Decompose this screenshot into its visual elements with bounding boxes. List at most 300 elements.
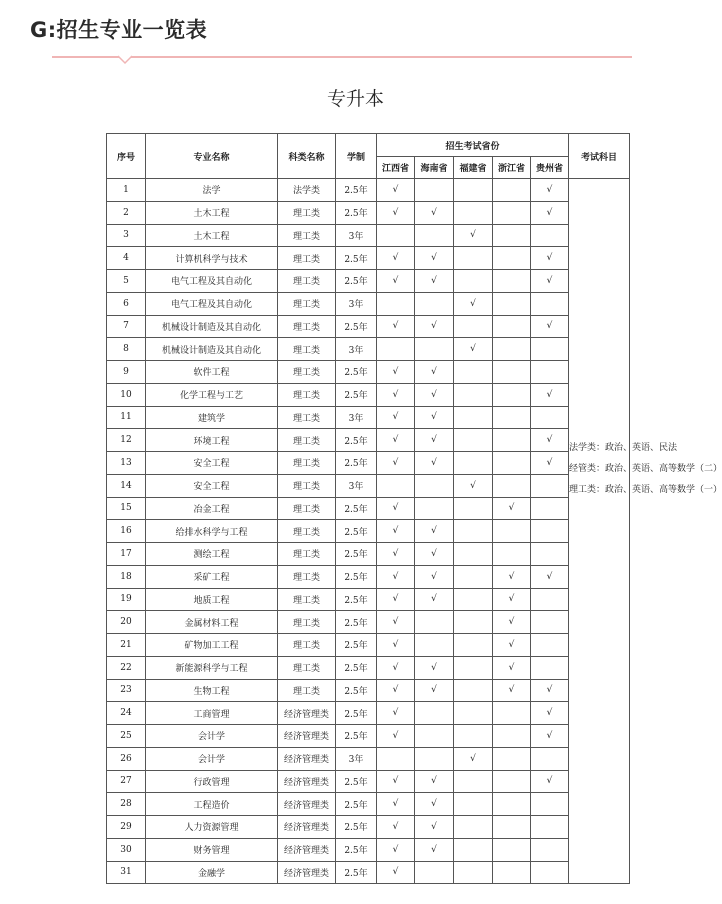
header-category: 科类名称 [278, 134, 336, 179]
cell-category: 理工类 [278, 270, 336, 293]
cell-province [531, 725, 569, 748]
cell-province [377, 747, 415, 770]
cell-duration: 2.5年 [336, 770, 377, 793]
cell-major: 法学 [146, 179, 278, 202]
cell-duration: 2.5年 [336, 429, 377, 452]
cell-province [454, 793, 493, 816]
cell-province [531, 429, 569, 452]
table-row [107, 565, 630, 588]
cell-province [415, 838, 454, 861]
cell-province [454, 179, 493, 202]
cell-major: 测绘工程 [146, 543, 278, 566]
check-mark-icon: √ [470, 298, 476, 309]
cell-index: 26 [107, 747, 146, 770]
table-row [107, 725, 630, 748]
cell-category: 理工类 [278, 679, 336, 702]
table-body [107, 179, 722, 884]
cell-duration: 2.5年 [336, 861, 377, 884]
cell-province [454, 611, 493, 634]
table-row [107, 361, 630, 384]
cell-province [454, 452, 493, 475]
cell-category: 理工类 [278, 656, 336, 679]
table-row [107, 383, 630, 406]
check-mark-icon: √ [431, 821, 437, 832]
cell-province [377, 838, 415, 861]
cell-index: 20 [107, 611, 146, 634]
cell-major: 环境工程 [146, 429, 278, 452]
cell-duration: 2.5年 [336, 634, 377, 657]
check-mark-icon: √ [546, 184, 553, 195]
cell-category: 理工类 [278, 247, 336, 270]
cell-province [454, 292, 493, 315]
check-mark-icon: √ [431, 776, 437, 787]
cell-duration: 2.5年 [336, 497, 377, 520]
cell-province [415, 725, 454, 748]
cell-major: 化学工程与工艺 [146, 383, 278, 406]
table-row [107, 247, 630, 270]
cell-province [531, 338, 569, 361]
cell-duration: 3年 [336, 224, 377, 247]
majors-table [106, 133, 722, 884]
cell-duration: 2.5年 [336, 179, 377, 202]
cell-category: 经济管理类 [278, 770, 336, 793]
cell-province [531, 270, 569, 293]
cell-province [493, 793, 531, 816]
cell-index: 9 [107, 361, 146, 384]
check-mark-icon: √ [392, 253, 399, 264]
cell-province [454, 861, 493, 884]
cell-province [493, 292, 531, 315]
cell-category: 理工类 [278, 520, 336, 543]
cell-major: 会计学 [146, 725, 278, 748]
cell-province [377, 793, 415, 816]
check-mark-icon: √ [392, 321, 399, 332]
cell-index: 4 [107, 247, 146, 270]
check-mark-icon: √ [392, 275, 399, 286]
cell-duration: 2.5年 [336, 565, 377, 588]
check-mark-icon: √ [392, 571, 399, 582]
cell-major: 机械设计制造及其自动化 [146, 338, 278, 361]
check-mark-icon: √ [392, 184, 399, 195]
cell-index: 19 [107, 588, 146, 611]
page-title: G:招生专业一览表 [30, 18, 208, 42]
cell-duration: 3年 [336, 474, 377, 497]
cell-province [377, 588, 415, 611]
cell-province [377, 361, 415, 384]
check-mark-icon: √ [546, 253, 553, 264]
cell-major: 工程造价 [146, 793, 278, 816]
cell-province [493, 383, 531, 406]
check-mark-icon: √ [392, 730, 399, 741]
check-mark-icon: √ [470, 480, 476, 491]
cell-category: 理工类 [278, 292, 336, 315]
cell-index: 3 [107, 224, 146, 247]
check-mark-icon: √ [392, 776, 399, 787]
cell-province [531, 497, 569, 520]
cell-duration: 2.5年 [336, 793, 377, 816]
cell-province [531, 179, 569, 202]
cell-province [531, 793, 569, 816]
cell-major: 地质工程 [146, 588, 278, 611]
cell-province [377, 292, 415, 315]
cell-province [454, 816, 493, 839]
cell-province [493, 543, 531, 566]
cell-province [454, 406, 493, 429]
check-mark-icon: √ [470, 753, 476, 764]
cell-province [493, 838, 531, 861]
cell-province [454, 338, 493, 361]
check-mark-icon: √ [431, 685, 437, 696]
cell-province [377, 224, 415, 247]
cell-major: 安全工程 [146, 452, 278, 475]
cell-province [454, 838, 493, 861]
cell-index: 25 [107, 725, 146, 748]
cell-category: 理工类 [278, 406, 336, 429]
cell-duration: 2.5年 [336, 361, 377, 384]
check-mark-icon: √ [431, 844, 437, 855]
cell-province [415, 452, 454, 475]
cell-index: 29 [107, 816, 146, 839]
cell-duration: 2.5年 [336, 383, 377, 406]
cell-province [377, 634, 415, 657]
table-row [107, 224, 630, 247]
cell-province [493, 702, 531, 725]
cell-major: 机械设计制造及其自动化 [146, 315, 278, 338]
divider-notch-icon [118, 56, 132, 70]
table-row [107, 543, 630, 566]
cell-major: 工商管理 [146, 702, 278, 725]
cell-province [493, 725, 531, 748]
cell-duration: 2.5年 [336, 543, 377, 566]
cell-index: 6 [107, 292, 146, 315]
cell-index: 14 [107, 474, 146, 497]
cell-province [415, 383, 454, 406]
exam-subject-item: 法学类：政治、英语、民法 [569, 443, 678, 453]
header-exam: 考试科目 [569, 134, 630, 179]
cell-province [415, 588, 454, 611]
header-province-hainan: 海南省 [415, 157, 454, 179]
check-mark-icon: √ [392, 457, 399, 468]
cell-province [493, 315, 531, 338]
check-mark-icon: √ [508, 594, 515, 605]
table-row [107, 816, 630, 839]
cell-province [415, 565, 454, 588]
cell-category: 理工类 [278, 452, 336, 475]
check-mark-icon: √ [546, 708, 553, 719]
check-mark-icon: √ [392, 435, 399, 446]
cell-province [454, 201, 493, 224]
check-mark-icon: √ [431, 594, 437, 605]
header-provinces-group: 招生考试省份 [377, 134, 569, 157]
check-mark-icon: √ [392, 685, 399, 696]
check-mark-icon: √ [431, 435, 437, 446]
cell-index: 31 [107, 861, 146, 884]
cell-province [415, 747, 454, 770]
cell-province [454, 543, 493, 566]
header-province-jiangxi: 江西省 [377, 157, 415, 179]
cell-province [415, 793, 454, 816]
cell-province [493, 770, 531, 793]
cell-province [493, 861, 531, 884]
table-row [107, 201, 630, 224]
check-mark-icon: √ [392, 639, 399, 650]
cell-province [377, 656, 415, 679]
cell-duration: 2.5年 [336, 725, 377, 748]
cell-province [377, 520, 415, 543]
cell-province [531, 224, 569, 247]
cell-province [454, 747, 493, 770]
cell-province [454, 315, 493, 338]
cell-province [493, 520, 531, 543]
check-mark-icon: √ [431, 207, 437, 218]
cell-index: 16 [107, 520, 146, 543]
cell-duration: 3年 [336, 406, 377, 429]
check-mark-icon: √ [431, 389, 437, 400]
header-divider [52, 56, 632, 58]
cell-province [454, 725, 493, 748]
cell-province [415, 861, 454, 884]
cell-province [531, 406, 569, 429]
cell-category: 经济管理类 [278, 702, 336, 725]
cell-province [377, 247, 415, 270]
cell-province [377, 383, 415, 406]
cell-major: 生物工程 [146, 679, 278, 702]
check-mark-icon: √ [546, 776, 553, 787]
cell-province [454, 270, 493, 293]
cell-index: 18 [107, 565, 146, 588]
cell-duration: 2.5年 [336, 656, 377, 679]
cell-province [493, 474, 531, 497]
cell-province [454, 702, 493, 725]
cell-province [493, 224, 531, 247]
cell-duration: 2.5年 [336, 702, 377, 725]
table-row [107, 179, 630, 202]
cell-province [377, 770, 415, 793]
cell-province [377, 406, 415, 429]
cell-category: 理工类 [278, 634, 336, 657]
cell-category: 经济管理类 [278, 747, 336, 770]
table-row [107, 474, 630, 497]
cell-province [493, 497, 531, 520]
check-mark-icon: √ [392, 548, 399, 559]
check-mark-icon: √ [431, 526, 437, 537]
check-mark-icon: √ [546, 457, 553, 468]
cell-major: 建筑学 [146, 406, 278, 429]
table-row [107, 634, 630, 657]
cell-province [493, 361, 531, 384]
cell-category: 理工类 [278, 474, 336, 497]
cell-category: 经济管理类 [278, 793, 336, 816]
cell-category: 理工类 [278, 588, 336, 611]
check-mark-icon: √ [546, 389, 553, 400]
cell-province [415, 679, 454, 702]
cell-province [377, 270, 415, 293]
check-mark-icon: √ [508, 503, 515, 514]
cell-category: 理工类 [278, 383, 336, 406]
check-mark-icon: √ [508, 639, 515, 650]
cell-index: 2 [107, 201, 146, 224]
table-row [107, 838, 630, 861]
cell-province [415, 702, 454, 725]
cell-province [493, 588, 531, 611]
check-mark-icon: √ [431, 571, 437, 582]
cell-province [415, 292, 454, 315]
cell-index: 27 [107, 770, 146, 793]
cell-province [377, 702, 415, 725]
cell-province [377, 679, 415, 702]
check-mark-icon: √ [392, 412, 399, 423]
table-row [107, 292, 630, 315]
cell-province [377, 429, 415, 452]
cell-province [454, 565, 493, 588]
cell-province [415, 520, 454, 543]
cell-major: 计算机科学与技术 [146, 247, 278, 270]
cell-duration: 2.5年 [336, 452, 377, 475]
cell-duration: 3年 [336, 747, 377, 770]
cell-category: 理工类 [278, 429, 336, 452]
header-major: 专业名称 [146, 134, 278, 179]
cell-province [493, 201, 531, 224]
cell-province [531, 565, 569, 588]
table-subtitle: 专升本 [326, 88, 384, 110]
cell-province [454, 247, 493, 270]
cell-province [493, 747, 531, 770]
cell-category: 理工类 [278, 611, 336, 634]
cell-duration: 2.5年 [336, 588, 377, 611]
cell-province [377, 543, 415, 566]
cell-province [493, 406, 531, 429]
cell-category: 经济管理类 [278, 725, 336, 748]
cell-province [415, 201, 454, 224]
check-mark-icon: √ [392, 526, 399, 537]
cell-province [377, 816, 415, 839]
check-mark-icon: √ [546, 321, 553, 332]
cell-index: 30 [107, 838, 146, 861]
cell-major: 土木工程 [146, 224, 278, 247]
cell-index: 12 [107, 429, 146, 452]
cell-province [454, 770, 493, 793]
cell-province [493, 679, 531, 702]
cell-major: 新能源科学与工程 [146, 656, 278, 679]
table-row [107, 429, 630, 452]
cell-province [531, 634, 569, 657]
cell-province [493, 247, 531, 270]
table-row [107, 702, 630, 725]
check-mark-icon: √ [470, 230, 476, 241]
cell-province [531, 292, 569, 315]
check-mark-icon: √ [431, 457, 437, 468]
check-mark-icon: √ [431, 548, 437, 559]
cell-duration: 3年 [336, 292, 377, 315]
header-duration: 学制 [336, 134, 377, 179]
exam-subject-item: 经管类：政治、英语、高等数学（二） [569, 464, 722, 474]
cell-province [377, 452, 415, 475]
cell-duration: 2.5年 [336, 247, 377, 270]
cell-province [531, 747, 569, 770]
cell-province [377, 611, 415, 634]
cell-duration: 2.5年 [336, 520, 377, 543]
table-row [107, 588, 630, 611]
cell-province [377, 565, 415, 588]
header-province-guizhou: 贵州省 [531, 157, 569, 179]
cell-province [415, 634, 454, 657]
cell-category: 理工类 [278, 201, 336, 224]
cell-category: 理工类 [278, 565, 336, 588]
cell-province [493, 429, 531, 452]
check-mark-icon: √ [392, 594, 399, 605]
cell-major: 电气工程及其自动化 [146, 292, 278, 315]
cell-major: 电气工程及其自动化 [146, 270, 278, 293]
cell-province [454, 224, 493, 247]
table-row [107, 679, 630, 702]
check-mark-icon: √ [546, 571, 553, 582]
cell-province [454, 497, 493, 520]
check-mark-icon: √ [431, 275, 437, 286]
cell-index: 13 [107, 452, 146, 475]
cell-province [377, 725, 415, 748]
cell-province [415, 338, 454, 361]
cell-duration: 2.5年 [336, 611, 377, 634]
cell-category: 经济管理类 [278, 838, 336, 861]
table-row [107, 338, 630, 361]
table-row [107, 656, 630, 679]
cell-major: 采矿工程 [146, 565, 278, 588]
cell-province [377, 497, 415, 520]
cell-category: 经济管理类 [278, 816, 336, 839]
cell-province [531, 679, 569, 702]
cell-province [493, 634, 531, 657]
cell-index: 7 [107, 315, 146, 338]
cell-province [454, 383, 493, 406]
cell-major: 人力资源管理 [146, 816, 278, 839]
check-mark-icon: √ [392, 799, 399, 810]
check-mark-icon: √ [392, 207, 399, 218]
cell-province [493, 816, 531, 839]
check-mark-icon: √ [392, 708, 399, 719]
table-row [107, 452, 630, 475]
cell-province [415, 611, 454, 634]
cell-province [454, 474, 493, 497]
cell-province [415, 770, 454, 793]
cell-major: 土木工程 [146, 201, 278, 224]
cell-province [454, 361, 493, 384]
header-province-zhejiang: 浙江省 [493, 157, 531, 179]
cell-index: 10 [107, 383, 146, 406]
cell-duration: 2.5年 [336, 315, 377, 338]
cell-index: 21 [107, 634, 146, 657]
cell-province [531, 361, 569, 384]
cell-province [415, 315, 454, 338]
cell-province [531, 861, 569, 884]
cell-duration: 2.5年 [336, 816, 377, 839]
cell-province [531, 702, 569, 725]
cell-index: 1 [107, 179, 146, 202]
cell-province [377, 201, 415, 224]
cell-province [531, 520, 569, 543]
cell-duration: 2.5年 [336, 270, 377, 293]
cell-province [415, 429, 454, 452]
check-mark-icon: √ [546, 685, 553, 696]
check-mark-icon: √ [431, 662, 437, 673]
check-mark-icon: √ [470, 344, 476, 355]
cell-province [454, 429, 493, 452]
cell-province [454, 520, 493, 543]
cell-province [531, 315, 569, 338]
cell-province [454, 588, 493, 611]
cell-province [454, 656, 493, 679]
cell-category: 理工类 [278, 361, 336, 384]
cell-province [415, 816, 454, 839]
